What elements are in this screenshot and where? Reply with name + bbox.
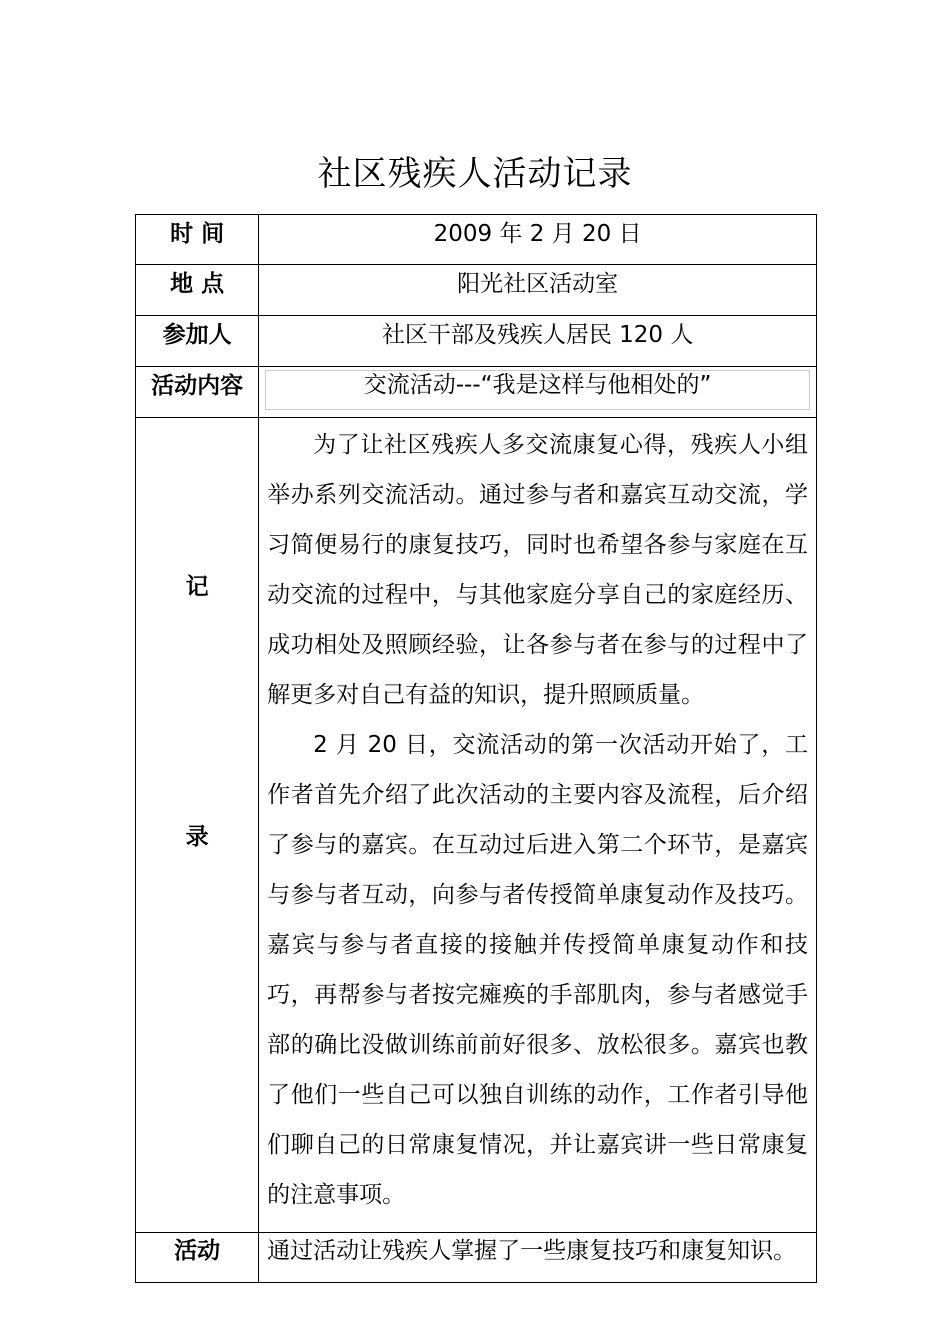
- place-label: 地 点: [136, 265, 259, 316]
- summary-row: [136, 1233, 817, 1283]
- content-row: [136, 367, 817, 418]
- summary-value: 通过活动让残疾人掌握了一些康复技巧和康复知识。: [259, 1233, 817, 1283]
- participants-row: [136, 316, 817, 367]
- record-paragraph-2: 2 月 20 日，交流活动的第一次活动开始了，工作者首先介绍了此次活动的主要内容及流程，后介绍了参与的嘉宾。在互动过后进入第二个环节，是嘉宾与参与者互动，向参与者传授简单康复动作及技巧。嘉宾与参与者直接的接触并传授简单康复动作和技巧，再帮参与者按完瘫痪的手部肌肉，参与者感觉手部的确比没做训练前前好很多、放松很多。嘉宾也教了他们一些自己可以独自训练的动作，工作者引导他们聊自己的日常康复情况，并让嘉宾讲一些日常康复的注意事项。: [267, 732, 808, 1208]
- content-label: 活动内容: [136, 367, 259, 418]
- record-label-bottom: 录: [185, 824, 209, 850]
- place-row: [136, 265, 817, 316]
- record-body: [259, 418, 817, 1233]
- place-value: 阳光社区活动室: [259, 265, 817, 316]
- participants-value: 社区干部及残疾人居民 120 人: [259, 316, 817, 367]
- participants-label: 参加人: [136, 316, 259, 367]
- time-label: 时 间: [136, 215, 259, 265]
- summary-label: 活动: [136, 1233, 259, 1283]
- content-value: 交流活动---“我是这样与他相处的”: [265, 370, 810, 410]
- record-paragraph-1: 为了让社区残疾人多交流康复心得，残疾人小组举办系列交流活动。通过参与者和嘉宾互动交流，学习简便易行的康复技巧，同时也希望各参与家庭在互动交流的过程中，与其他家庭分享自己的家庭经历、成功相处及照顾经验，让各参与者在参与的过程中了解更多对自己有益的知识，提升照顾质量。: [267, 432, 808, 708]
- time-value: 2009 年 2 月 20 日: [259, 215, 817, 265]
- record-label-top: 记: [185, 574, 209, 600]
- activity-record-table: [135, 214, 817, 1283]
- time-row: [136, 215, 817, 265]
- document-title: 社区残疾人活动记录: [317, 154, 633, 194]
- content-cell: [259, 367, 817, 418]
- record-label-cell: [136, 418, 259, 1233]
- record-row: [136, 418, 817, 1233]
